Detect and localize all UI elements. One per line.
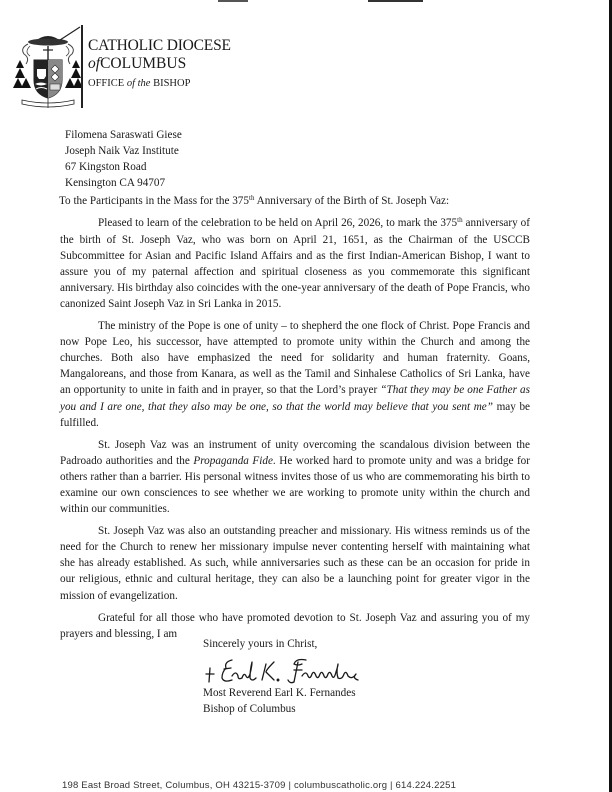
office-of-the: of the [126, 78, 151, 89]
diocese-city [88, 56, 231, 72]
paragraph-1 [60, 215, 530, 312]
scan-artifact-mark [218, 0, 248, 2]
handwritten-signature [202, 652, 372, 686]
bishop-word: BISHOP [153, 78, 191, 89]
letterhead-footer: 198 East Broad Street, Columbus, OH 43215-3709 | columbuscatholic.org | 614.224.2251 [62, 780, 457, 791]
ordinal-suffix: th [457, 216, 463, 225]
paragraph-5: Grateful for all those who have promoted devotion to St. Joseph Vaz and assuring you of my prayers and blessing, I am [60, 611, 530, 640]
paragraph-3 [60, 437, 530, 517]
letterhead-divider [81, 25, 83, 108]
recipient-city: Kensington CA 94707 [65, 177, 166, 190]
recipient-street: 67 Kingston Road [65, 161, 147, 174]
letter-body [59, 127, 530, 642]
valediction: Sincerely yours in Christ, [203, 638, 318, 650]
paragraph-text: St. Joseph Vaz was an instrument of unity overcoming the scandalous division between the Padroado authorities and the [60, 438, 530, 467]
paragraph-2 [60, 318, 530, 431]
paragraph-text: The ministry of the Pope is one of unity – to shepherd the one flock of Christ. Pope Francis and now Pope Leo, his successor, have attempted to promote unity within the Church and among the churches. Both also have emphasized the need for solidarity and human fraternity. Goans, Mangaloreans, and those from Kanara, as well as the Tamil and Sinhalese Catholics of Sri Lanka, have an opportunity to unite in faith and in prayer, so that the Lord’s prayer [60, 320, 530, 397]
recipient-name: Filomena Saraswati Giese [65, 129, 182, 141]
diocese-coat-of-arms-icon [12, 22, 84, 108]
paragraph-text: . He worked hard to promote unity and was a bridge for others rather than a barrier. His personal witness invites those of us who are commemorating his birth to examine our own consciences to see whether we are working to promote unity within the church and within our communities. [60, 454, 530, 516]
scan-artifact-mark [368, 0, 423, 2]
diocese-city-main: COLUMBUS [100, 54, 187, 72]
paragraph-text: may be fulfilled. [60, 400, 530, 429]
ordinal-suffix: th [249, 194, 255, 203]
salutation-text: To the Participants in the Mass for the 375 [59, 195, 249, 208]
scripture-quote: “That they may be one Father as you and I are one, that they also may be one, so that the world may believe that you sent me” [60, 384, 530, 413]
paragraph-4: St. Joseph Vaz was also an outstanding preacher and missionary. His witness reminds us of the need for the Church to renew her missionary impulse never contenting herself with maintaining what she has already established. As such, while anniversaries such as these can be an occasion for pride in our religious, ethnic and cultural heritage, they can also be a launching point for greater vigor in the mission of evangelization. [60, 525, 530, 602]
diocese-name: CATHOLIC DIOCESE [88, 37, 231, 54]
letterhead [12, 22, 312, 112]
office-word: OFFICE [88, 78, 125, 89]
salutation-text: Anniversary of the Birth of St. Joseph Vaz: [254, 195, 450, 208]
signer-name: Most Reverend Earl K. Fernandes [203, 687, 356, 699]
letterhead-text [88, 38, 231, 90]
salutation [59, 193, 528, 209]
propaganda-fide-italic: Propaganda Fide [193, 454, 273, 467]
office-of-the-bishop [88, 79, 231, 90]
diocese-city-prefix: of [88, 54, 101, 72]
paragraph-text: anniversary of the birth of St. Joseph Vaz, who was born on April 21, 1651, as the Chairman of the USCCB Subcommittee for Asian and Pacific Island Affairs and as the first Indian-American Bishop, I want to assure you of my paternal affection and spiritual closeness as you commemorate this significant anniversary. His birthday also coincides with the one-year anniversary of the death of Pope Francis, who canonized Saint Joseph Vaz in Sri Lanka in 2015. [60, 217, 530, 310]
paragraph-text: Pleased to learn of the celebration to be held on April 26, 2026, to mark the 375 [98, 217, 458, 230]
recipient-organization: Joseph Naik Vaz Institute [65, 145, 179, 158]
signer-title: Bishop of Columbus [203, 703, 296, 715]
